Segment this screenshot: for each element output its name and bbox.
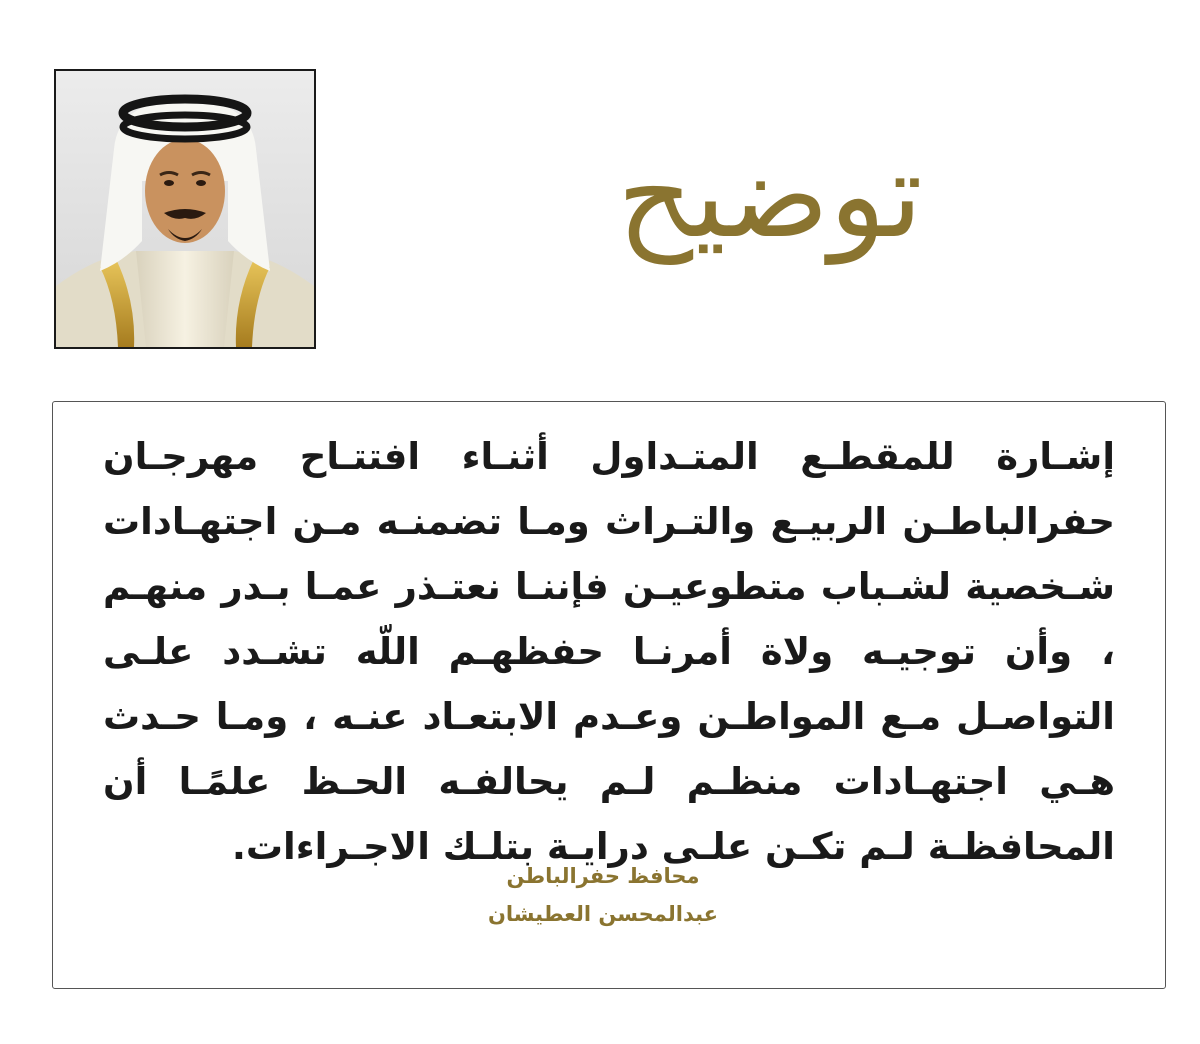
governor-portrait-photo (54, 69, 316, 349)
portrait-illustration (56, 71, 314, 347)
signature-position: محافظ حفرالباطن (506, 864, 700, 888)
statement-panel (52, 401, 1166, 989)
signature-block (433, 857, 773, 933)
statement-body: إشـارة للمقطـع المتـداول أثنـاء افتتـاح مهرجـان حفرالباطـن الربيـع والتـراث ومـا تضمنـه مـن اجتهـادات شـخصية لشـباب متطوعيـن فإننـا نعتـذر عمـا بـدر منهـم ، وأن توجيـه ولاة أمرنـا حفظهـم اللّه تشـدد علـى التواصـل مـع المواطـن وعـدم الابتعـاد عنـه ، ومـا حـدث هـي اجتهـادات منظـم لـم يحالفـه الحـظ علمًـا أن المحافظـة لـم تكـن علـى درايـة بتلـك الاجـراءات. (103, 435, 1115, 868)
page-title: توضيح (617, 126, 923, 264)
signature-name: عبدالمحسن العطيشان (487, 902, 719, 926)
